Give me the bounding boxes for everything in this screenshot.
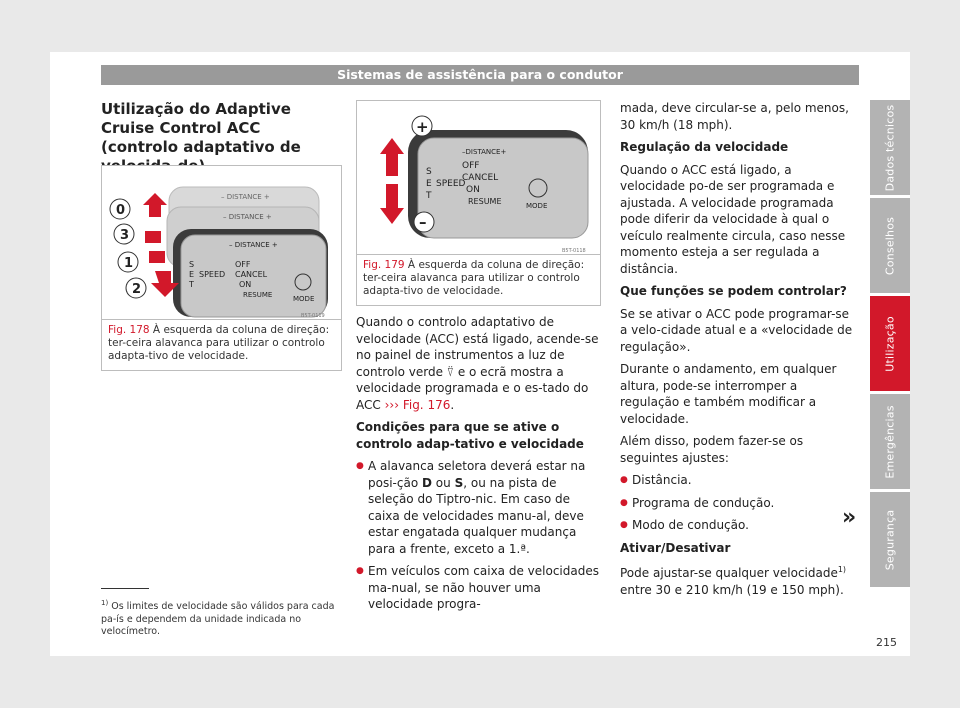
svg-text:ON: ON [466, 185, 480, 195]
paragraph: Pode ajustar-se qualquer velocidade$^{1)}$ entre 30 e 210 km/h (19 e 150 mph). [620, 565, 847, 597]
tab-emergencias[interactable]: Emergências [870, 394, 910, 489]
plus-label: + [416, 118, 429, 136]
lever-t-label: T [189, 280, 194, 289]
lever-speed-label: SPEED [199, 270, 226, 279]
label-1: 1 [124, 256, 134, 271]
subheading: Regulação da velocidade [620, 140, 789, 154]
lever-on-label: ON [239, 280, 252, 289]
paragraph: Se se ativar o ACC pode programar-se a velo-cidade atual e a «velocidade de regulação». [620, 306, 853, 354]
footnote-rule [101, 588, 149, 589]
reference-arrow: ››› [384, 397, 399, 412]
label-3: 3 [120, 228, 130, 243]
right-column [620, 100, 856, 604]
lever-mode-label: MODE [293, 295, 315, 303]
position-1-marker [149, 251, 165, 263]
lever-set-label: S [189, 260, 195, 269]
lever-cancel-label: CANCEL [235, 270, 268, 279]
lever-distance-front: – DISTANCE + [229, 241, 278, 249]
position-3-marker [145, 231, 161, 243]
running-header: Sistemas de assistência para o condutor [101, 65, 859, 85]
figure-178 [101, 165, 342, 371]
svg-text:RESUME: RESUME [468, 197, 502, 206]
svg-text:MODE: MODE [526, 202, 548, 210]
figure-code: B5T-0119 [301, 313, 325, 319]
svg-text:SPEED: SPEED [436, 179, 466, 189]
figure-number: Fig. 178 [108, 324, 150, 336]
subheading: Ativar/Desativar [620, 540, 731, 555]
paragraph: Durante o andamento, em qualquer altura, pode-se interromper a regulação e também modificar a velocidade. [620, 362, 837, 426]
middle-column [356, 314, 600, 619]
label-2: 2 [132, 282, 142, 297]
svg-text:S: S [426, 167, 432, 177]
lever-e-label: E [189, 270, 195, 279]
figure-reference-link[interactable]: Fig. 176 [402, 397, 451, 412]
paragraph: Quando o controlo adaptativo de velocidade (ACC) está ligado, acende-se no painel de instrumentos a luz de controlo verde ⍢ e o ecrã mostra a velocidade programada e o es-tado do ACC ››› Fig. 176. [356, 315, 599, 412]
label-0: 0 [116, 203, 126, 218]
list-item: ● Modo de condução. [620, 517, 856, 534]
figure-179-caption: Fig. 179 À esquerda da coluna de direção: ter-ceira alavanca para utilizar o controlo adapta-tivo de velocidade. [363, 259, 585, 297]
lever-distance-back: – DISTANCE + [221, 193, 270, 201]
subheading: Que funções se podem controlar? [620, 284, 847, 298]
lever-resume-label: RESUME [243, 291, 273, 299]
paragraph: mada, deve circular-se a, pelo menos, 30 km/h (18 mph). [620, 101, 849, 132]
subheading: Condições para que se ative o controlo adap-tativo e velocidade [356, 420, 584, 451]
figure-179 [356, 100, 601, 306]
section-title: Utilização do Adaptive Cruise Control ACC (controlo adaptativo de [101, 100, 301, 156]
figure-178-caption: Fig. 178 À esquerda da coluna de direção: ter-ceira alavanca para utilizar o controlo adapta-tivo de velocidade. [108, 324, 330, 362]
list-item: ● A alavanca seletora deverá estar na posi-ção D ou S, ou na pista de seleção do Tiptro-nic. Em caso de caixa de velocidades manu-al, deve estar engatada qualquer mudança para a frente, exceto a 1.ª. [356, 458, 600, 557]
footnote-marker: 1) [837, 565, 847, 574]
paragraph: Além disso, podem fazer-se os seguintes ajustes: [620, 434, 804, 465]
list-item: ● Distância. [620, 472, 856, 489]
footnote: $^{1)}$ Os limites de velocidade são válidos para cada pa-ís e dependem da unidade indicada no velocímetro. [101, 599, 335, 638]
list-item: ● Em veículos com caixa de velocidades ma-nual, se não houver uma velocidade progra- [356, 563, 600, 613]
svg-text:OFF: OFF [462, 161, 480, 171]
lever-off-label: OFF [235, 260, 251, 269]
tab-conselhos[interactable]: Conselhos [870, 198, 910, 293]
svg-text:–DISTANCE+: –DISTANCE+ [462, 148, 507, 156]
svg-text:T: T [426, 191, 432, 201]
acc-indicator-icon: ⍢ [446, 364, 454, 379]
svg-text:CANCEL: CANCEL [462, 173, 499, 183]
tab-utilizacao[interactable]: Utilização [870, 296, 910, 391]
lever-illustration-178 [103, 167, 340, 319]
svg-text:E: E [426, 179, 432, 189]
paragraph: Quando o ACC está ligado, a velocidade po-de ser programada e ajustada. A velocidade programada pode diferir da velocidade à qual o veículo realmente circula, caso nesse momento esteja a ser regulada a distância. [620, 162, 846, 276]
page-number: 215 [876, 636, 897, 649]
tab-dados-tecnicos[interactable]: Dados técnicos [870, 100, 910, 195]
list-item: ● Programa de condução. [620, 495, 856, 512]
figure-code: B5T-0118 [562, 248, 586, 254]
tab-seguranca[interactable]: Segurança [870, 492, 910, 587]
figure-number: Fig. 179 [363, 259, 405, 271]
lever-distance-mid: – DISTANCE + [223, 213, 272, 221]
continue-icon: » [842, 505, 857, 530]
lever-illustration-179 [358, 102, 599, 254]
minus-label: – [419, 213, 427, 231]
